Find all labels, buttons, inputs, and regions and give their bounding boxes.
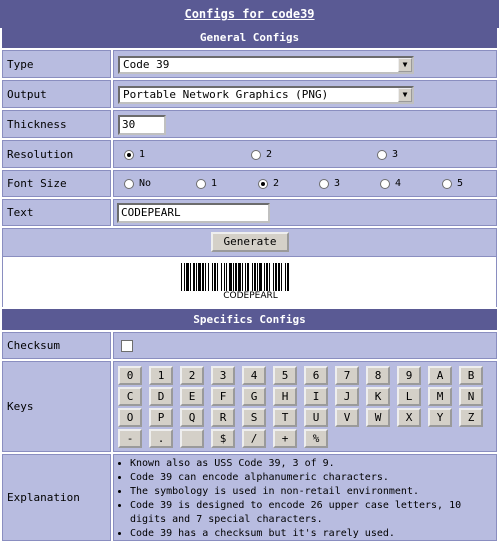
radio-button[interactable]: [380, 179, 390, 189]
barcode-bar: [205, 263, 206, 291]
barcode-bar: [235, 263, 237, 291]
key-button[interactable]: /: [242, 429, 266, 448]
font-size-option-label: 4: [395, 178, 402, 189]
barcode-bar: [214, 263, 216, 291]
chevron-down-icon[interactable]: ▼: [398, 58, 412, 72]
barcode-bar: [202, 263, 204, 291]
barcode-bar: [266, 263, 268, 291]
barcode-bar: [254, 263, 256, 291]
checksum-checkbox[interactable]: [121, 340, 133, 352]
key-button[interactable]: B: [459, 366, 483, 385]
key-button[interactable]: J: [335, 387, 359, 406]
resolution-option-label: 2: [266, 149, 273, 160]
key-button[interactable]: Z: [459, 408, 483, 427]
radio-button[interactable]: [124, 150, 134, 160]
barcode-bar: [252, 263, 253, 291]
key-button[interactable]: Q: [180, 408, 204, 427]
explanation-row: [2, 454, 497, 541]
explanation-item: • Known also as USS Code 39, 3 of 9.: [130, 457, 499, 471]
key-button[interactable]: I: [304, 387, 328, 406]
output-select-value: Portable Network Graphics (PNG): [123, 88, 329, 101]
key-button[interactable]: O: [118, 408, 142, 427]
output-label: Output: [2, 80, 111, 108]
font-size-option-label: No: [139, 178, 152, 189]
key-button[interactable]: %: [304, 429, 328, 448]
barcode-bar: [247, 263, 249, 291]
barcode-bar: [259, 263, 262, 291]
barcode-bar: [287, 263, 289, 291]
barcode-bar: [242, 263, 243, 291]
barcode-bar: [226, 263, 227, 291]
key-button[interactable]: C: [118, 387, 142, 406]
checksum-row: [2, 332, 497, 359]
barcode-bar: [208, 263, 209, 291]
barcode-bar: [238, 263, 241, 291]
keys-row: [2, 361, 497, 452]
type-label: Type: [2, 50, 111, 78]
key-button[interactable]: Y: [428, 408, 452, 427]
thickness-label: Thickness: [2, 110, 111, 138]
radio-button[interactable]: [124, 179, 134, 189]
font-size-option-2[interactable]: [258, 178, 279, 189]
thickness-row: [2, 110, 497, 138]
key-button[interactable]: 8: [366, 366, 390, 385]
key-button[interactable]: 9: [397, 366, 421, 385]
text-row: [2, 199, 497, 226]
barcode-bar: [224, 263, 225, 291]
font-size-option-label: 2: [273, 178, 280, 189]
radio-button[interactable]: [377, 150, 387, 160]
barcode-bar: [221, 263, 222, 291]
font-size-option-label: 1: [211, 178, 218, 189]
specifics-configs-header: Specifics Configs: [2, 309, 497, 330]
checksum-label: Checksum: [2, 332, 111, 359]
output-select[interactable]: [118, 86, 414, 104]
explanation-item: • Code 39 has a checksum but it's rarely used.: [130, 527, 499, 541]
radio-button[interactable]: [258, 179, 268, 189]
resolution-option-3[interactable]: [377, 149, 398, 160]
barcode-bar: [198, 263, 201, 291]
key-button[interactable]: .: [149, 429, 173, 448]
key-button[interactable]: E: [180, 387, 204, 406]
key-button[interactable]: P: [149, 408, 173, 427]
key-button[interactable]: 1: [149, 366, 173, 385]
font-size-option-5[interactable]: [442, 178, 463, 189]
barcode-bar: [193, 263, 195, 291]
barcode-image: [181, 263, 321, 291]
barcode-bar: [273, 263, 274, 291]
barcode-text: CODEPEARL: [223, 291, 278, 301]
thickness-input[interactable]: 30: [118, 115, 166, 135]
barcode-bar: [264, 263, 265, 291]
barcode-bar: [217, 263, 218, 291]
key-button[interactable]: H: [273, 387, 297, 406]
general-configs-header: General Configs: [2, 28, 497, 48]
key-button[interactable]: S: [242, 408, 266, 427]
key-button[interactable]: A: [428, 366, 452, 385]
radio-button[interactable]: [319, 179, 329, 189]
resolution-label: Resolution: [2, 140, 111, 168]
key-button[interactable]: D: [149, 387, 173, 406]
barcode-bar: [229, 263, 232, 291]
barcode-bar: [190, 263, 191, 291]
key-button[interactable]: 6: [304, 366, 328, 385]
keys-pad: [113, 361, 497, 452]
barcode-bar: [181, 263, 182, 291]
key-button[interactable]: K: [366, 387, 390, 406]
key-button[interactable]: N: [459, 387, 483, 406]
barcode-bar: [212, 263, 213, 291]
explanation-item: • Code 39 can encode alphanumeric characters.: [130, 471, 499, 485]
barcode-bar: [233, 263, 234, 291]
key-button[interactable]: 4: [242, 366, 266, 385]
font-size-option-4[interactable]: [380, 178, 401, 189]
type-row: [2, 50, 497, 78]
barcode-bar: [281, 263, 282, 291]
barcode-bar: [275, 263, 277, 291]
key-button[interactable]: 7: [335, 366, 359, 385]
barcode-preview: [2, 257, 497, 307]
type-select-value: Code 39: [123, 58, 170, 71]
barcode-bar: [257, 263, 258, 291]
generate-button[interactable]: Generate: [211, 232, 289, 252]
font-size-option-no[interactable]: [124, 178, 151, 189]
keys-label: Keys: [2, 361, 111, 452]
barcode-bar: [269, 263, 270, 291]
barcode-bar: [186, 263, 189, 291]
key-button[interactable]: F: [211, 387, 235, 406]
font-size-label: Font Size: [2, 170, 111, 197]
output-row: [2, 80, 497, 108]
resolution-option-1[interactable]: [124, 149, 145, 160]
generate-row: [2, 228, 497, 257]
key-button[interactable]: U: [304, 408, 328, 427]
radio-button[interactable]: [251, 150, 261, 160]
font-size-option-1[interactable]: [196, 178, 217, 189]
barcode-bar: [285, 263, 286, 291]
resolution-row: [2, 140, 497, 168]
font-size-option-3[interactable]: [319, 178, 340, 189]
chevron-down-icon[interactable]: ▼: [398, 88, 412, 102]
key-button[interactable]: X: [397, 408, 421, 427]
type-select[interactable]: [118, 56, 414, 74]
radio-button[interactable]: [196, 179, 206, 189]
key-button[interactable]: +: [273, 429, 297, 448]
resolution-option-label: 3: [392, 149, 399, 160]
key-button[interactable]: 2: [180, 366, 204, 385]
barcode-bar: [184, 263, 185, 291]
key-button[interactable]: T: [273, 408, 297, 427]
text-input[interactable]: CODEPEARL: [117, 203, 270, 223]
key-button[interactable]: [180, 429, 204, 448]
resolution-option-label: 1: [139, 149, 146, 160]
resolution-option-2[interactable]: [251, 149, 272, 160]
key-button[interactable]: L: [397, 387, 421, 406]
barcode-bar: [245, 263, 246, 291]
explanation-label: Explanation: [2, 454, 111, 541]
key-button[interactable]: V: [335, 408, 359, 427]
key-button[interactable]: R: [211, 408, 235, 427]
font-size-option-label: 3: [334, 178, 341, 189]
font-size-row: [2, 170, 497, 197]
key-button[interactable]: -: [118, 429, 142, 448]
key-button[interactable]: 5: [273, 366, 297, 385]
font-size-option-label: 5: [457, 178, 464, 189]
key-button[interactable]: W: [366, 408, 390, 427]
barcode-bar: [278, 263, 280, 291]
radio-button[interactable]: [442, 179, 452, 189]
page-title: Configs for code39: [0, 0, 499, 28]
key-button[interactable]: 3: [211, 366, 235, 385]
text-label: Text: [2, 199, 111, 226]
key-button[interactable]: 0: [118, 366, 142, 385]
key-button[interactable]: G: [242, 387, 266, 406]
barcode-bar: [196, 263, 197, 291]
key-button[interactable]: M: [428, 387, 452, 406]
explanation-item: • The symbology is used in non-retail environment.: [130, 485, 499, 499]
key-button[interactable]: $: [211, 429, 235, 448]
explanation-list: [120, 457, 499, 541]
explanation-item: • Code 39 is designed to encode 26 upper case letters, 10 digits and 7 special characters.: [130, 499, 499, 527]
